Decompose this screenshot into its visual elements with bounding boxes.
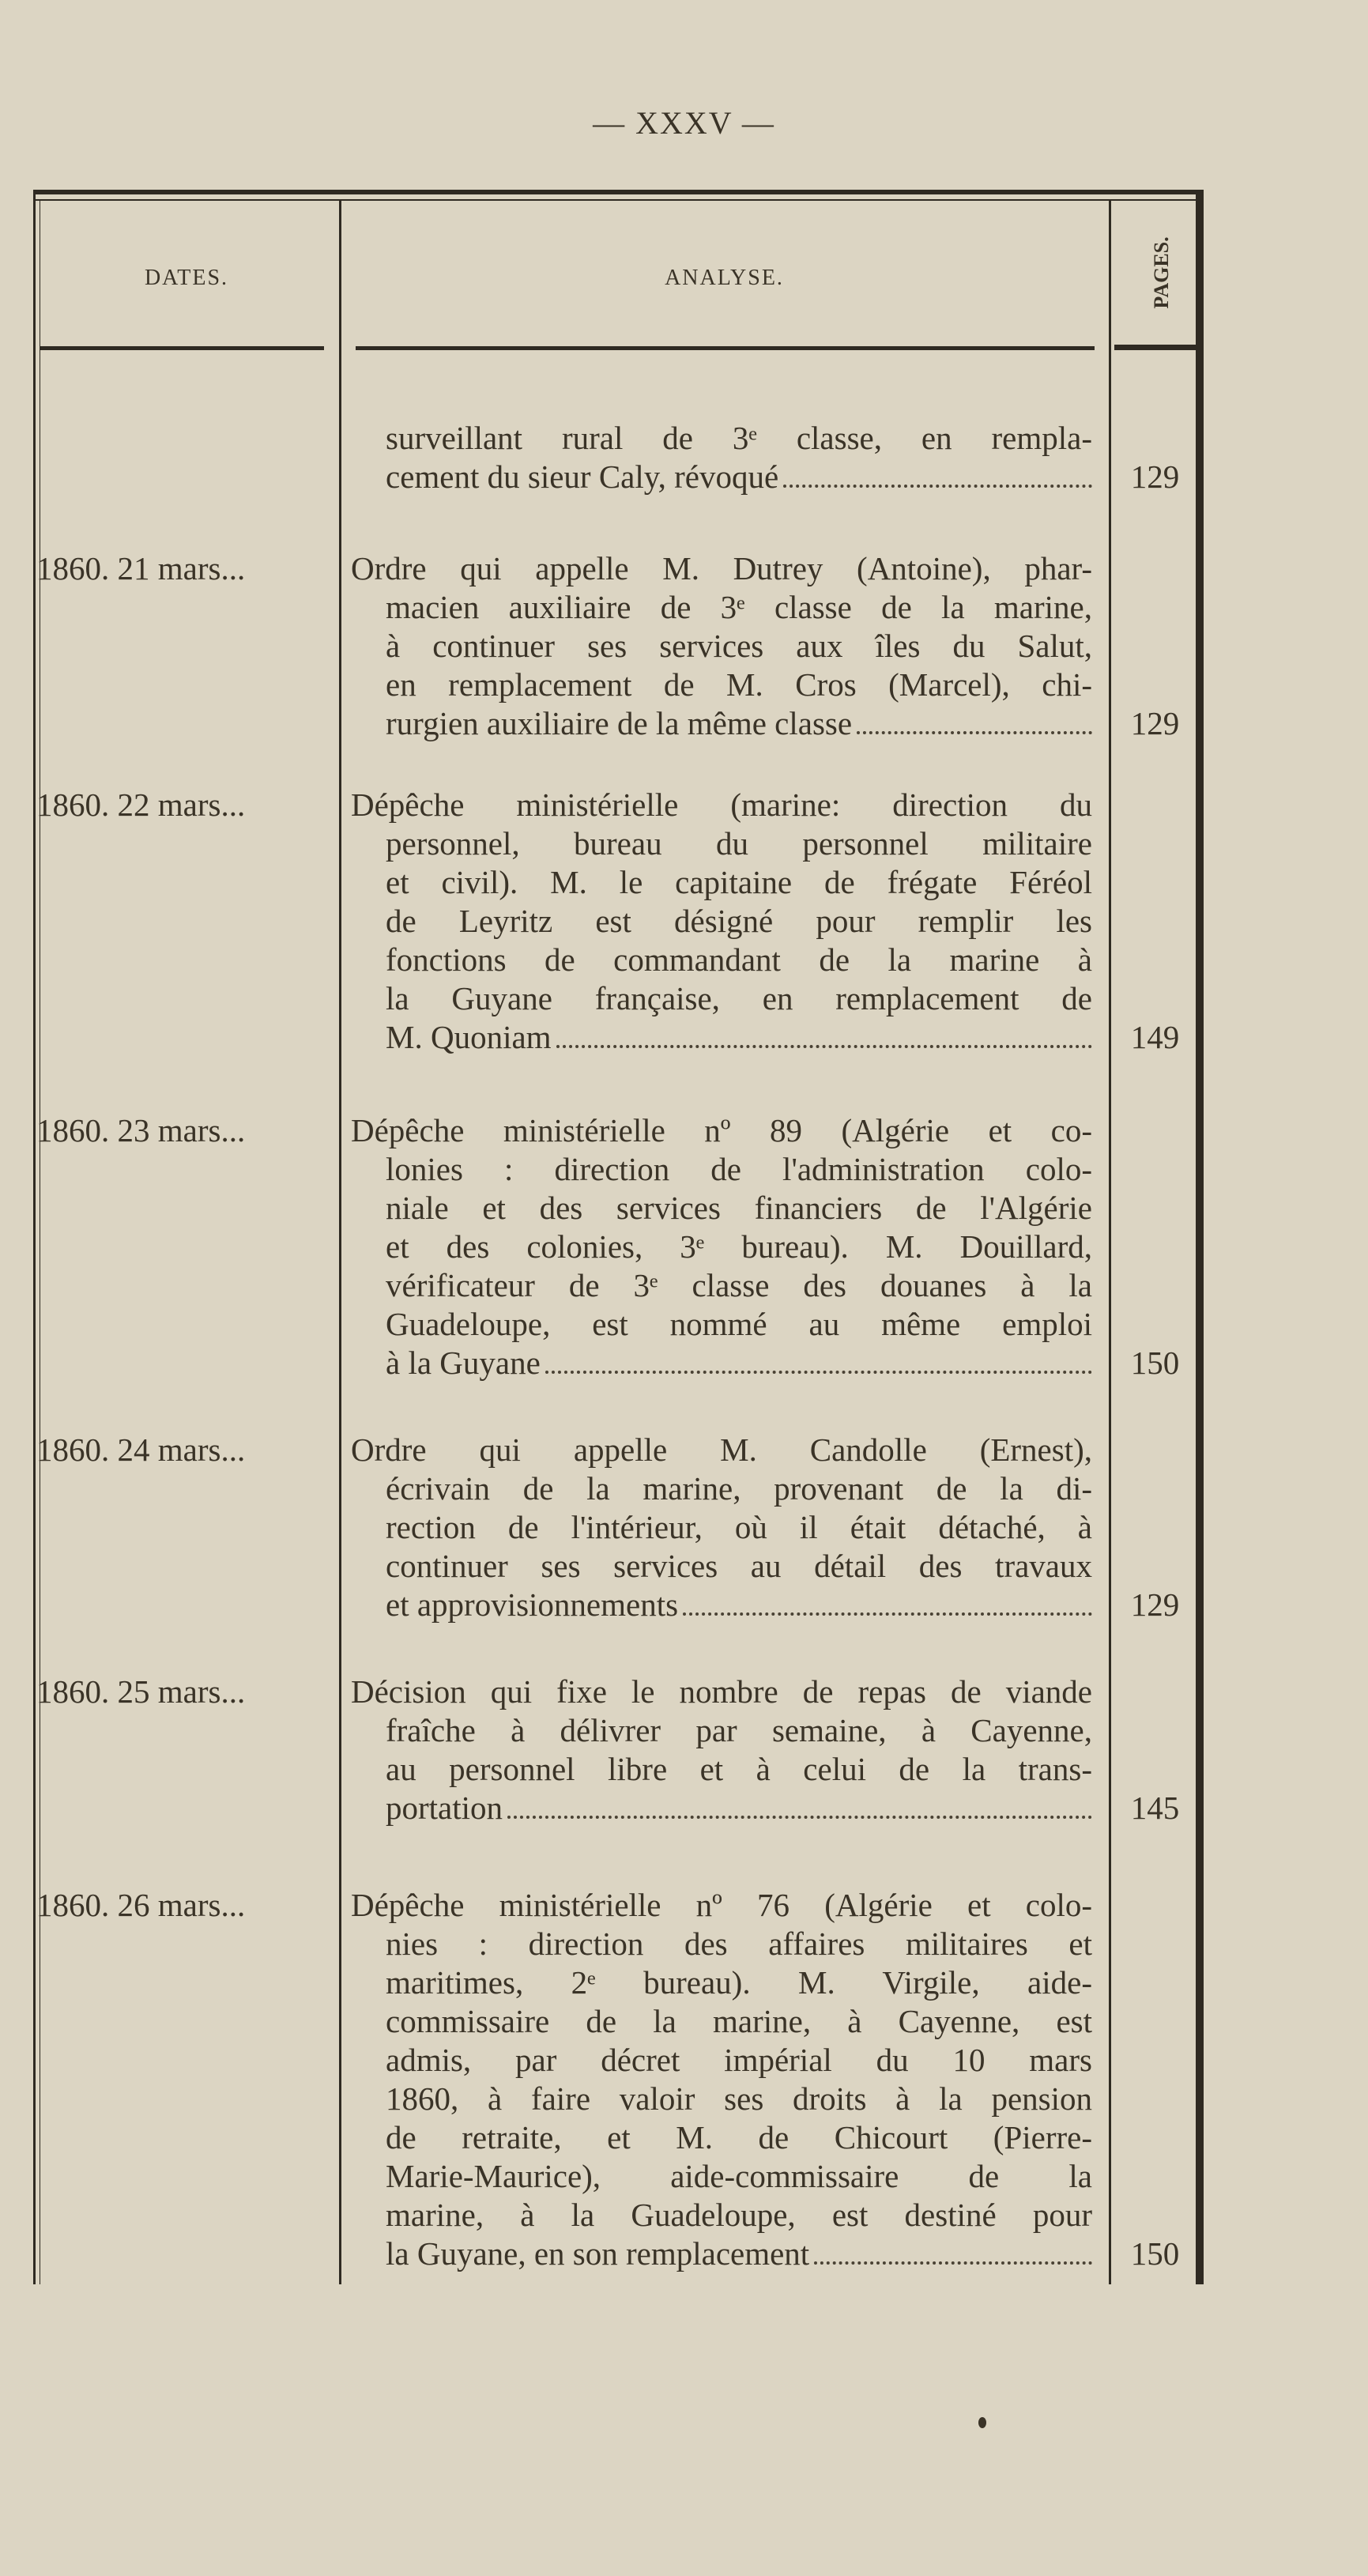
dot-leader [683, 1612, 1092, 1616]
entry-date: 1860. 22 mars... [36, 786, 246, 823]
analysis-line: fraîche à délivrer par semaine, à Cayenne, [386, 1712, 1092, 1748]
analysis-last-line [351, 1789, 1092, 1827]
analysis-line: et civil). M. le capitaine de frégate Féréol [386, 864, 1092, 900]
dot-leader [556, 1045, 1092, 1048]
analysis-line: fonctions de commandant de la marine à [386, 941, 1092, 978]
page-reference: 149 [1130, 1019, 1180, 1055]
dot-leader [814, 2261, 1092, 2265]
analysis-line: commissaire de la marine, à Cayenne, est [386, 2003, 1092, 2039]
analysis-line: Décision qui fixe le nombre de repas de viande [351, 1673, 1092, 1710]
table-row [351, 1886, 1092, 2273]
analysis-text: et approvisionnements [386, 1586, 679, 1623]
analysis-line: et des colonies, 3ᵉ bureau). M. Douillard, [386, 1228, 1092, 1265]
page-number-roman: — XXXV — [593, 105, 775, 141]
analysis-line: écrivain de la marine, provenant de la di- [386, 1470, 1092, 1507]
entry-date: 1860. 26 mars... [36, 1887, 246, 1923]
table-right-border [1196, 190, 1204, 2284]
analysis-last-line [351, 1018, 1092, 1057]
dot-leader [783, 485, 1092, 488]
analysis-line: Guadeloupe, est nommé au même emploi [386, 1306, 1092, 1342]
page-reference: 129 [1130, 458, 1180, 495]
analysis-text: à la Guyane [386, 1345, 541, 1381]
entry-date: 1860. 25 mars... [36, 1673, 246, 1710]
dot-leader [545, 1371, 1092, 1374]
analysis-line: personnel, bureau du personnel militaire [386, 825, 1092, 862]
analysis-line: à continuer ses services aux îles du Salut, [386, 628, 1092, 664]
table-row [351, 1431, 1092, 1624]
column-divider-dates [339, 201, 341, 2284]
entry-date: 1860. 21 mars... [36, 550, 246, 586]
analysis-line: continuer ses services au détail des travaux [386, 1548, 1092, 1584]
column-header-pages-wrap [1138, 198, 1185, 348]
page-reference: 129 [1130, 705, 1180, 741]
analysis-line: maritimes, 2ᵉ bureau). M. Virgile, aide- [386, 1964, 1092, 2001]
column-header-dates: DATES. [144, 266, 229, 290]
page-reference: 145 [1130, 1790, 1180, 1826]
analysis-line: Ordre qui appelle M. Candolle (Ernest), [351, 1431, 1092, 1468]
analysis-line: de Leyritz est désigné pour remplir les [386, 903, 1092, 939]
analysis-line: rection de l'intérieur, où il était détaché, à [386, 1509, 1092, 1545]
table-top-border [33, 190, 1204, 194]
analysis-line: en remplacement de M. Cros (Marcel), chi- [386, 666, 1092, 703]
analysis-line: niale et des services financiers de l'Algérie [386, 1190, 1092, 1226]
analysis-line: la Guyane française, en remplacement de [386, 980, 1092, 1016]
table-row [351, 786, 1092, 1057]
table-row [351, 549, 1092, 743]
analysis-line: marine, à la Guadeloupe, est destiné pour [386, 2197, 1092, 2233]
analysis-last-line [351, 458, 1092, 496]
analysis-last-line [351, 2235, 1092, 2273]
page-reference: 150 [1130, 1345, 1180, 1381]
entry-date: 1860. 24 mars... [36, 1431, 246, 1468]
analysis-line: Ordre qui appelle M. Dutrey (Antoine), phar- [351, 550, 1092, 586]
header-underline-dates [40, 346, 324, 350]
analysis-line: Dépêche ministérielle nº 76 (Algérie et colo- [351, 1887, 1092, 1923]
analysis-line: Dépêche ministérielle (marine: direction du [351, 786, 1092, 823]
analysis-text: M. Quoniam [386, 1019, 552, 1055]
page-reference: 150 [1130, 2235, 1180, 2272]
column-divider-pages [1109, 201, 1111, 2284]
analysis-last-line [351, 1344, 1092, 1382]
analysis-line: macien auxiliaire de 3ᵉ classe de la marine, [386, 589, 1092, 625]
column-header-analyse: ANALYSE. [665, 266, 784, 290]
analysis-text: la Guyane, en son remplacement [386, 2235, 810, 2272]
dot-leader [507, 1816, 1092, 1819]
ink-spot [978, 2417, 986, 2428]
analysis-line: de retraite, et M. de Chicourt (Pierre- [386, 2119, 1092, 2155]
analysis-last-line [351, 1586, 1092, 1624]
analysis-text: rurgien auxiliaire de la même classe [386, 705, 853, 741]
table-top-border-thin [33, 199, 1204, 201]
column-header-pages: PAGES. [1150, 236, 1173, 309]
analysis-line: Marie-Maurice), aide-commissaire de la [386, 2158, 1092, 2194]
table-row [351, 1111, 1092, 1382]
entry-date: 1860. 23 mars... [36, 1112, 246, 1148]
analysis-last-line [351, 704, 1092, 743]
table-left-border [33, 190, 36, 2284]
table-row [351, 1673, 1092, 1827]
analysis-line: Dépêche ministérielle nº 89 (Algérie et co- [351, 1112, 1092, 1148]
analysis-line: surveillant rural de 3ᵉ classe, en rempla- [386, 420, 1092, 456]
table-row [351, 419, 1092, 496]
analysis-line: au personnel libre et à celui de la trans- [386, 1751, 1092, 1787]
header-underline-analyse [356, 346, 1095, 350]
page-reference: 129 [1130, 1586, 1180, 1623]
analysis-line: admis, par décret impérial du 10 mars [386, 2042, 1092, 2078]
analysis-line: nies : direction des affaires militaires et [386, 1925, 1092, 1962]
analysis-text: portation [386, 1790, 503, 1826]
analysis-line: lonies : direction de l'administration colo- [386, 1151, 1092, 1187]
analysis-text: cement du sieur Caly, révoqué [386, 458, 779, 495]
analysis-line: 1860, à faire valoir ses droits à la pension [386, 2080, 1092, 2117]
analysis-line: vérificateur de 3ᵉ classe des douanes à la [386, 1267, 1092, 1303]
dot-leader [857, 731, 1092, 734]
